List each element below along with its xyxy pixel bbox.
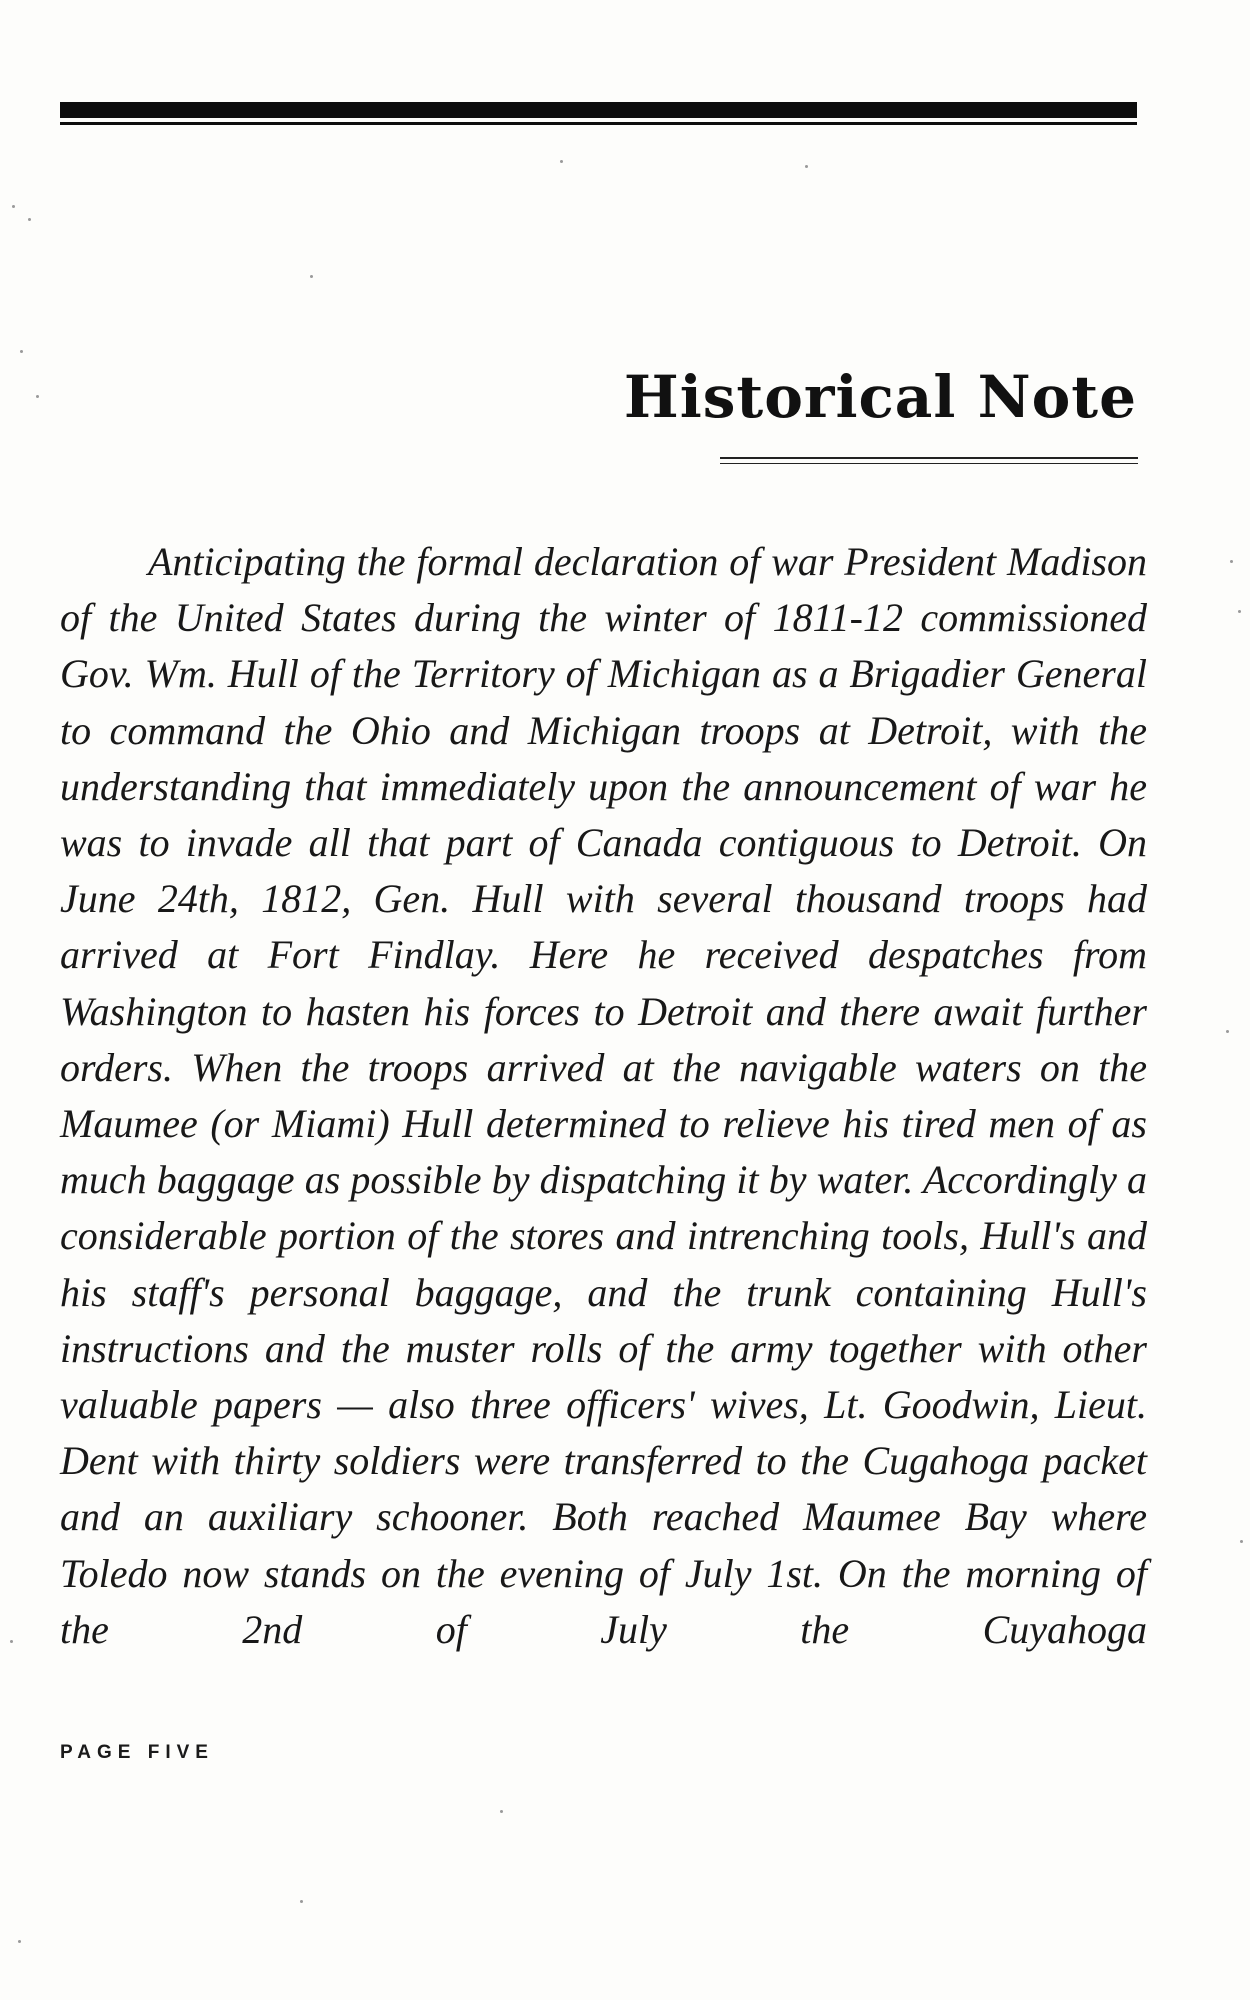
title-underline <box>720 457 1138 459</box>
scan-speck <box>10 1640 13 1643</box>
scan-speck <box>805 165 808 168</box>
header-rule-thick <box>60 102 1137 118</box>
scan-speck <box>310 275 313 278</box>
body-paragraph <box>60 534 1147 1658</box>
title-underline-secondary <box>720 463 1138 464</box>
scan-speck <box>1226 1030 1229 1033</box>
scan-speck <box>36 395 39 398</box>
page-number-label: PAGE FIVE <box>60 1742 214 1763</box>
scan-speck <box>28 218 31 221</box>
scan-speck <box>12 205 15 208</box>
scan-speck <box>560 160 563 163</box>
scan-speck <box>500 1810 503 1813</box>
scan-speck <box>1230 560 1233 563</box>
header-rule-thin <box>60 122 1137 125</box>
scan-speck <box>1238 610 1241 613</box>
page-title: Historical Note <box>623 363 1137 431</box>
body-paragraph-text: Anticipating the formal declaration of war President Madison of the United States during the winter of 1811-12 commissioned Gov. Wm. Hull of the Territory of Michigan as a Brigadier General to command the Ohio and Michigan troops at Detroit, with the understanding that immediately upon the announcement of war he was to invade all that part of Canada contiguous to Detroit. On June 24th, 1812, Gen. Hull with several thousand troops had arrived at Fort Findlay. Here he received despatches from Washington to hasten his forces to Detroit and there await further orders. When the troops arrived at the navigable waters on the Maumee (or Miami) Hull determined to relieve his tired men of as much baggage as possible by dispatching it by water. Accordingly a considerable portion of the stores and intrenching tools, Hull's and his staff's personal baggage, and the trunk containing Hull's instructions and the muster rolls of the army together with other valuable papers — also three officers' wives, Lt. Goodwin, Lieut. Dent with thirty soldiers were transferred to the Cugahoga packet and an auxiliary schooner. Both reached Maumee Bay where Toledo now stands on the evening of July 1st. On the morning of the 2nd of July the Cuyahoga <box>60 539 1147 1652</box>
scan-speck <box>300 1900 303 1903</box>
scan-speck <box>18 1940 21 1943</box>
scan-speck <box>20 350 23 353</box>
scan-speck <box>1240 1540 1243 1543</box>
